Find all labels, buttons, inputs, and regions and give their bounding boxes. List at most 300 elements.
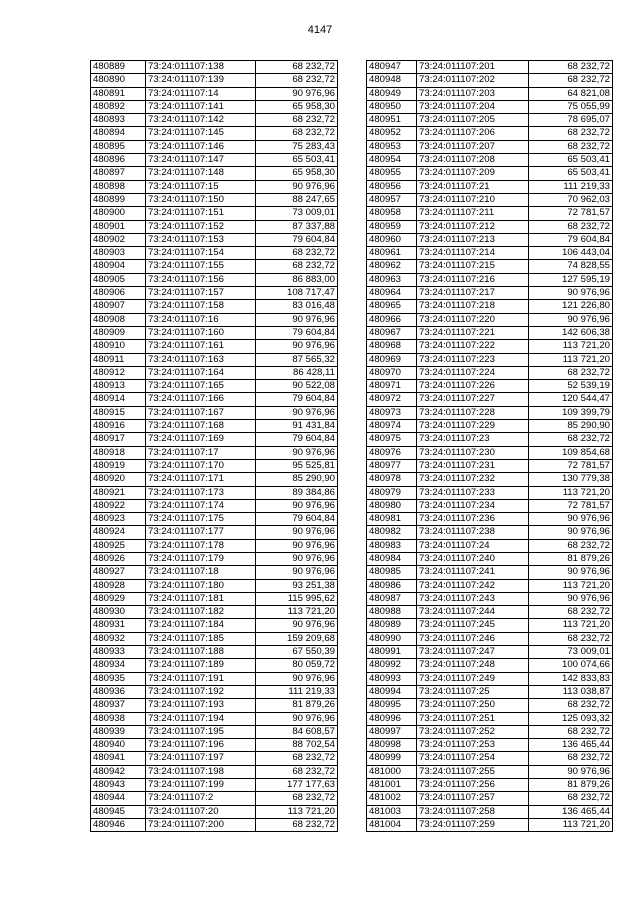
cadastral-number: 73:24:011107:139	[146, 74, 256, 87]
row-number: 480934	[91, 659, 146, 672]
amount: 90 976,96	[256, 619, 338, 632]
amount: 85 290,90	[256, 473, 338, 486]
row-number: 481002	[367, 792, 417, 805]
table-row	[91, 646, 338, 659]
amount: 111 219,33	[529, 180, 613, 193]
cadastral-number: 73:24:011107:244	[417, 606, 529, 619]
row-number: 480923	[91, 513, 146, 526]
table-row	[91, 140, 338, 153]
cadastral-number: 73:24:011107:229	[417, 420, 529, 433]
cadastral-number: 73:24:011107:157	[146, 287, 256, 300]
row-number: 480920	[91, 473, 146, 486]
row-number: 480968	[367, 340, 417, 353]
row-number: 480930	[91, 606, 146, 619]
table-row	[91, 619, 338, 632]
cadastral-number: 73:24:011107:258	[417, 805, 529, 818]
table-row	[367, 260, 613, 273]
table-row	[367, 792, 613, 805]
table-row	[367, 685, 613, 698]
row-number: 480962	[367, 260, 417, 273]
cadastral-number: 73:24:011107:2	[146, 792, 256, 805]
row-number: 480894	[91, 127, 146, 140]
cadastral-number: 73:24:011107:210	[417, 193, 529, 206]
row-number: 480976	[367, 446, 417, 459]
amount: 70 962,03	[529, 193, 613, 206]
row-number: 480970	[367, 366, 417, 379]
cadastral-number: 73:24:011107:200	[146, 818, 256, 831]
cadastral-number: 73:24:011107:243	[417, 592, 529, 605]
amount: 142 833,83	[529, 672, 613, 685]
table-row	[91, 74, 338, 87]
cadastral-number: 73:24:011107:21	[417, 180, 529, 193]
row-number: 480973	[367, 406, 417, 419]
cadastral-number: 73:24:011107:233	[417, 486, 529, 499]
row-number: 480904	[91, 260, 146, 273]
cadastral-number: 73:24:011107:146	[146, 140, 256, 153]
table-row	[91, 712, 338, 725]
table-row	[91, 779, 338, 792]
cadastral-number: 73:24:011107:218	[417, 300, 529, 313]
table-row	[91, 380, 338, 393]
cadastral-number: 73:24:011107:247	[417, 646, 529, 659]
cadastral-number: 73:24:011107:160	[146, 326, 256, 339]
amount: 87 565,32	[256, 353, 338, 366]
cadastral-number: 73:24:011107:165	[146, 380, 256, 393]
amount: 79 604,84	[256, 513, 338, 526]
row-number: 480906	[91, 287, 146, 300]
amount: 90 976,96	[529, 526, 613, 539]
table-row	[91, 792, 338, 805]
cadastral-number: 73:24:011107:221	[417, 326, 529, 339]
row-number: 480965	[367, 300, 417, 313]
table-row	[91, 154, 338, 167]
amount: 68 232,72	[256, 752, 338, 765]
table-row	[91, 433, 338, 446]
row-number: 480902	[91, 233, 146, 246]
amount: 68 232,72	[529, 699, 613, 712]
table-row	[91, 552, 338, 565]
row-number: 481000	[367, 765, 417, 778]
table-row	[367, 233, 613, 246]
amount: 85 290,90	[529, 420, 613, 433]
row-number: 480925	[91, 539, 146, 552]
amount: 81 879,26	[256, 699, 338, 712]
table-row	[367, 127, 613, 140]
cadastral-number: 73:24:011107:215	[417, 260, 529, 273]
cadastral-number: 73:24:011107:163	[146, 353, 256, 366]
table-row	[367, 353, 613, 366]
amount: 90 976,96	[256, 526, 338, 539]
row-number: 480978	[367, 473, 417, 486]
right-table-body	[367, 61, 613, 832]
row-number: 480947	[367, 61, 417, 74]
cadastral-number: 73:24:011107:14	[146, 87, 256, 100]
row-number: 480992	[367, 659, 417, 672]
amount: 90 976,96	[256, 499, 338, 512]
row-number: 480975	[367, 433, 417, 446]
cadastral-number: 73:24:011107:204	[417, 100, 529, 113]
row-number: 480955	[367, 167, 417, 180]
table-row	[367, 646, 613, 659]
amount: 90 976,96	[529, 313, 613, 326]
cadastral-number: 73:24:011107:241	[417, 566, 529, 579]
cadastral-number: 73:24:011107:18	[146, 566, 256, 579]
amount: 68 232,72	[256, 765, 338, 778]
amount: 68 232,72	[529, 366, 613, 379]
amount: 68 232,72	[256, 260, 338, 273]
amount: 80 059,72	[256, 659, 338, 672]
table-row	[91, 420, 338, 433]
cadastral-number: 73:24:011107:154	[146, 247, 256, 260]
amount: 90 976,96	[256, 552, 338, 565]
cadastral-number: 73:24:011107:212	[417, 220, 529, 233]
cadastral-number: 73:24:011107:230	[417, 446, 529, 459]
amount: 106 443,04	[529, 247, 613, 260]
row-number: 480929	[91, 592, 146, 605]
cadastral-number: 73:24:011107:152	[146, 220, 256, 233]
row-number: 480940	[91, 739, 146, 752]
row-number: 480928	[91, 579, 146, 592]
amount: 68 232,72	[256, 114, 338, 127]
cadastral-number: 73:24:011107:242	[417, 579, 529, 592]
table-row	[91, 87, 338, 100]
amount: 68 232,72	[256, 127, 338, 140]
cadastral-number: 73:24:011107:158	[146, 300, 256, 313]
row-number: 480905	[91, 273, 146, 286]
amount: 74 828,55	[529, 260, 613, 273]
row-number: 480991	[367, 646, 417, 659]
amount: 90 976,96	[256, 340, 338, 353]
table-row	[91, 273, 338, 286]
row-number: 480896	[91, 154, 146, 167]
row-number: 480919	[91, 459, 146, 472]
cadastral-number: 73:24:011107:17	[146, 446, 256, 459]
amount: 177 177,63	[256, 779, 338, 792]
cadastral-number: 73:24:011107:255	[417, 765, 529, 778]
row-number: 480903	[91, 247, 146, 260]
cadastral-number: 73:24:011107:202	[417, 74, 529, 87]
cadastral-number: 73:24:011107:217	[417, 287, 529, 300]
cadastral-number: 73:24:011107:15	[146, 180, 256, 193]
amount: 90 976,96	[256, 406, 338, 419]
cadastral-number: 73:24:011107:23	[417, 433, 529, 446]
table-row	[367, 526, 613, 539]
table-row	[91, 167, 338, 180]
table-row	[91, 739, 338, 752]
cadastral-number: 73:24:011107:156	[146, 273, 256, 286]
cadastral-number: 73:24:011107:178	[146, 539, 256, 552]
cadastral-number: 73:24:011107:246	[417, 632, 529, 645]
cadastral-number: 73:24:011107:228	[417, 406, 529, 419]
amount: 113 721,20	[529, 818, 613, 831]
row-number: 480922	[91, 499, 146, 512]
left-table-body	[91, 61, 338, 832]
amount: 52 539,19	[529, 380, 613, 393]
row-number: 480936	[91, 685, 146, 698]
cadastral-number: 73:24:011107:236	[417, 513, 529, 526]
amount: 90 976,96	[256, 87, 338, 100]
table-row	[367, 805, 613, 818]
row-number: 480942	[91, 765, 146, 778]
row-number: 480993	[367, 672, 417, 685]
table-row	[91, 526, 338, 539]
row-number: 480956	[367, 180, 417, 193]
row-number: 480898	[91, 180, 146, 193]
row-number: 480981	[367, 513, 417, 526]
amount: 68 232,72	[529, 752, 613, 765]
row-number: 481004	[367, 818, 417, 831]
table-row	[367, 273, 613, 286]
table-row	[91, 725, 338, 738]
table-row	[367, 61, 613, 74]
row-number: 480966	[367, 313, 417, 326]
row-number: 480957	[367, 193, 417, 206]
table-row	[367, 140, 613, 153]
row-number: 481003	[367, 805, 417, 818]
cadastral-number: 73:24:011107:203	[417, 87, 529, 100]
row-number: 480954	[367, 154, 417, 167]
table-row	[91, 366, 338, 379]
amount: 90 976,96	[529, 592, 613, 605]
row-number: 480931	[91, 619, 146, 632]
table-row	[367, 699, 613, 712]
row-number: 480990	[367, 632, 417, 645]
amount: 100 074,66	[529, 659, 613, 672]
row-number: 480969	[367, 353, 417, 366]
cadastral-number: 73:24:011107:184	[146, 619, 256, 632]
table-row	[367, 712, 613, 725]
cadastral-number: 73:24:011107:169	[146, 433, 256, 446]
cadastral-number: 73:24:011107:199	[146, 779, 256, 792]
amount: 83 016,48	[256, 300, 338, 313]
row-number: 480927	[91, 566, 146, 579]
row-number: 480941	[91, 752, 146, 765]
cadastral-number: 73:24:011107:220	[417, 313, 529, 326]
cadastral-number: 73:24:011107:197	[146, 752, 256, 765]
amount: 79 604,84	[529, 233, 613, 246]
table-row	[367, 473, 613, 486]
table-row	[91, 752, 338, 765]
cadastral-number: 73:24:011107:240	[417, 552, 529, 565]
row-number: 480977	[367, 459, 417, 472]
amount: 113 721,20	[256, 805, 338, 818]
cadastral-number: 73:24:011107:155	[146, 260, 256, 273]
row-number: 480999	[367, 752, 417, 765]
amount: 111 219,33	[256, 685, 338, 698]
cadastral-number: 73:24:011107:234	[417, 499, 529, 512]
table-row	[367, 779, 613, 792]
amount: 90 976,96	[256, 712, 338, 725]
amount: 113 721,20	[529, 353, 613, 366]
amount: 127 595,19	[529, 273, 613, 286]
cadastral-number: 73:24:011107:151	[146, 207, 256, 220]
row-number: 480911	[91, 353, 146, 366]
row-number: 480910	[91, 340, 146, 353]
table-row	[367, 74, 613, 87]
row-number: 480939	[91, 725, 146, 738]
amount: 90 976,96	[256, 566, 338, 579]
table-row	[367, 300, 613, 313]
amount: 89 384,86	[256, 486, 338, 499]
row-number: 480895	[91, 140, 146, 153]
amount: 136 465,44	[529, 739, 613, 752]
table-row	[91, 579, 338, 592]
amount: 108 717,47	[256, 287, 338, 300]
cadastral-number: 73:24:011107:256	[417, 779, 529, 792]
amount: 65 958,30	[256, 167, 338, 180]
row-number: 480980	[367, 499, 417, 512]
row-number: 480984	[367, 552, 417, 565]
amount: 109 854,68	[529, 446, 613, 459]
row-number: 480958	[367, 207, 417, 220]
cadastral-number: 73:24:011107:181	[146, 592, 256, 605]
amount: 72 781,57	[529, 207, 613, 220]
amount: 65 503,41	[529, 154, 613, 167]
row-number: 480950	[367, 100, 417, 113]
row-number: 480918	[91, 446, 146, 459]
row-number: 480907	[91, 300, 146, 313]
table-row	[367, 193, 613, 206]
table-row	[367, 247, 613, 260]
table-row	[367, 499, 613, 512]
cadastral-number: 73:24:011107:150	[146, 193, 256, 206]
table-row	[367, 446, 613, 459]
row-number: 480998	[367, 739, 417, 752]
amount: 68 232,72	[529, 140, 613, 153]
row-number: 480996	[367, 712, 417, 725]
row-number: 480986	[367, 579, 417, 592]
table-row	[367, 87, 613, 100]
amount: 120 544,47	[529, 393, 613, 406]
cadastral-number: 73:24:011107:188	[146, 646, 256, 659]
row-number: 481001	[367, 779, 417, 792]
amount: 68 232,72	[256, 61, 338, 74]
row-number: 480946	[91, 818, 146, 831]
amount: 73 009,01	[256, 207, 338, 220]
row-number: 480951	[367, 114, 417, 127]
table-row	[367, 167, 613, 180]
row-number: 480974	[367, 420, 417, 433]
table-row	[91, 699, 338, 712]
table-row	[367, 393, 613, 406]
amount: 90 976,96	[256, 313, 338, 326]
amount: 88 247,65	[256, 193, 338, 206]
amount: 81 879,26	[529, 552, 613, 565]
row-number: 480961	[367, 247, 417, 260]
amount: 113 721,20	[529, 340, 613, 353]
table-row	[91, 459, 338, 472]
cadastral-number: 73:24:011107:205	[417, 114, 529, 127]
amount: 68 232,72	[256, 74, 338, 87]
cadastral-number: 73:24:011107:174	[146, 499, 256, 512]
table-row	[367, 220, 613, 233]
table-row	[91, 287, 338, 300]
table-row	[91, 566, 338, 579]
table-row	[367, 606, 613, 619]
cadastral-number: 73:24:011107:193	[146, 699, 256, 712]
cadastral-number: 73:24:011107:216	[417, 273, 529, 286]
cadastral-number: 73:24:011107:238	[417, 526, 529, 539]
table-row	[91, 499, 338, 512]
row-number: 480979	[367, 486, 417, 499]
table-row	[367, 739, 613, 752]
cadastral-number: 73:24:011107:16	[146, 313, 256, 326]
amount: 113 721,20	[529, 619, 613, 632]
table-row	[367, 725, 613, 738]
table-row	[91, 233, 338, 246]
row-number: 480985	[367, 566, 417, 579]
amount: 68 232,72	[529, 61, 613, 74]
row-number: 480989	[367, 619, 417, 632]
row-number: 480889	[91, 61, 146, 74]
cadastral-number: 73:24:011107:142	[146, 114, 256, 127]
amount: 90 976,96	[529, 765, 613, 778]
cadastral-number: 73:24:011107:185	[146, 632, 256, 645]
row-number: 480959	[367, 220, 417, 233]
amount: 90 976,96	[529, 566, 613, 579]
amount: 79 604,84	[256, 326, 338, 339]
table-row	[91, 606, 338, 619]
cadastral-number: 73:24:011107:208	[417, 154, 529, 167]
cadastral-number: 73:24:011107:249	[417, 672, 529, 685]
table-row	[367, 313, 613, 326]
cadastral-number: 73:24:011107:227	[417, 393, 529, 406]
table-row	[367, 579, 613, 592]
row-number: 480983	[367, 539, 417, 552]
row-number: 480949	[367, 87, 417, 100]
table-row	[91, 406, 338, 419]
amount: 84 608,57	[256, 725, 338, 738]
table-row	[367, 592, 613, 605]
table-row	[367, 619, 613, 632]
table-row	[91, 61, 338, 74]
row-number: 480921	[91, 486, 146, 499]
amount: 121 226,80	[529, 300, 613, 313]
amount: 68 232,72	[256, 792, 338, 805]
cadastral-number: 73:24:011107:195	[146, 725, 256, 738]
cadastral-number: 73:24:011107:148	[146, 167, 256, 180]
cadastral-number: 73:24:011107:192	[146, 685, 256, 698]
table-row	[91, 193, 338, 206]
left-table	[90, 60, 338, 832]
cadastral-number: 73:24:011107:226	[417, 380, 529, 393]
row-number: 480914	[91, 393, 146, 406]
row-number: 480971	[367, 380, 417, 393]
cadastral-number: 73:24:011107:201	[417, 61, 529, 74]
amount: 115 995,62	[256, 592, 338, 605]
table-row	[91, 486, 338, 499]
table-row	[91, 207, 338, 220]
table-row	[91, 326, 338, 339]
table-row	[367, 180, 613, 193]
amount: 65 958,30	[256, 100, 338, 113]
amount: 75 055,99	[529, 100, 613, 113]
cadastral-number: 73:24:011107:141	[146, 100, 256, 113]
table-row	[367, 420, 613, 433]
cadastral-number: 73:24:011107:164	[146, 366, 256, 379]
amount: 68 232,72	[529, 632, 613, 645]
table-row	[367, 459, 613, 472]
cadastral-number: 73:24:011107:213	[417, 233, 529, 246]
table-row	[91, 353, 338, 366]
cadastral-number: 73:24:011107:250	[417, 699, 529, 712]
row-number: 480963	[367, 273, 417, 286]
table-row	[91, 260, 338, 273]
amount: 87 337,88	[256, 220, 338, 233]
table-row	[91, 473, 338, 486]
row-number: 480890	[91, 74, 146, 87]
cadastral-number: 73:24:011107:196	[146, 739, 256, 752]
